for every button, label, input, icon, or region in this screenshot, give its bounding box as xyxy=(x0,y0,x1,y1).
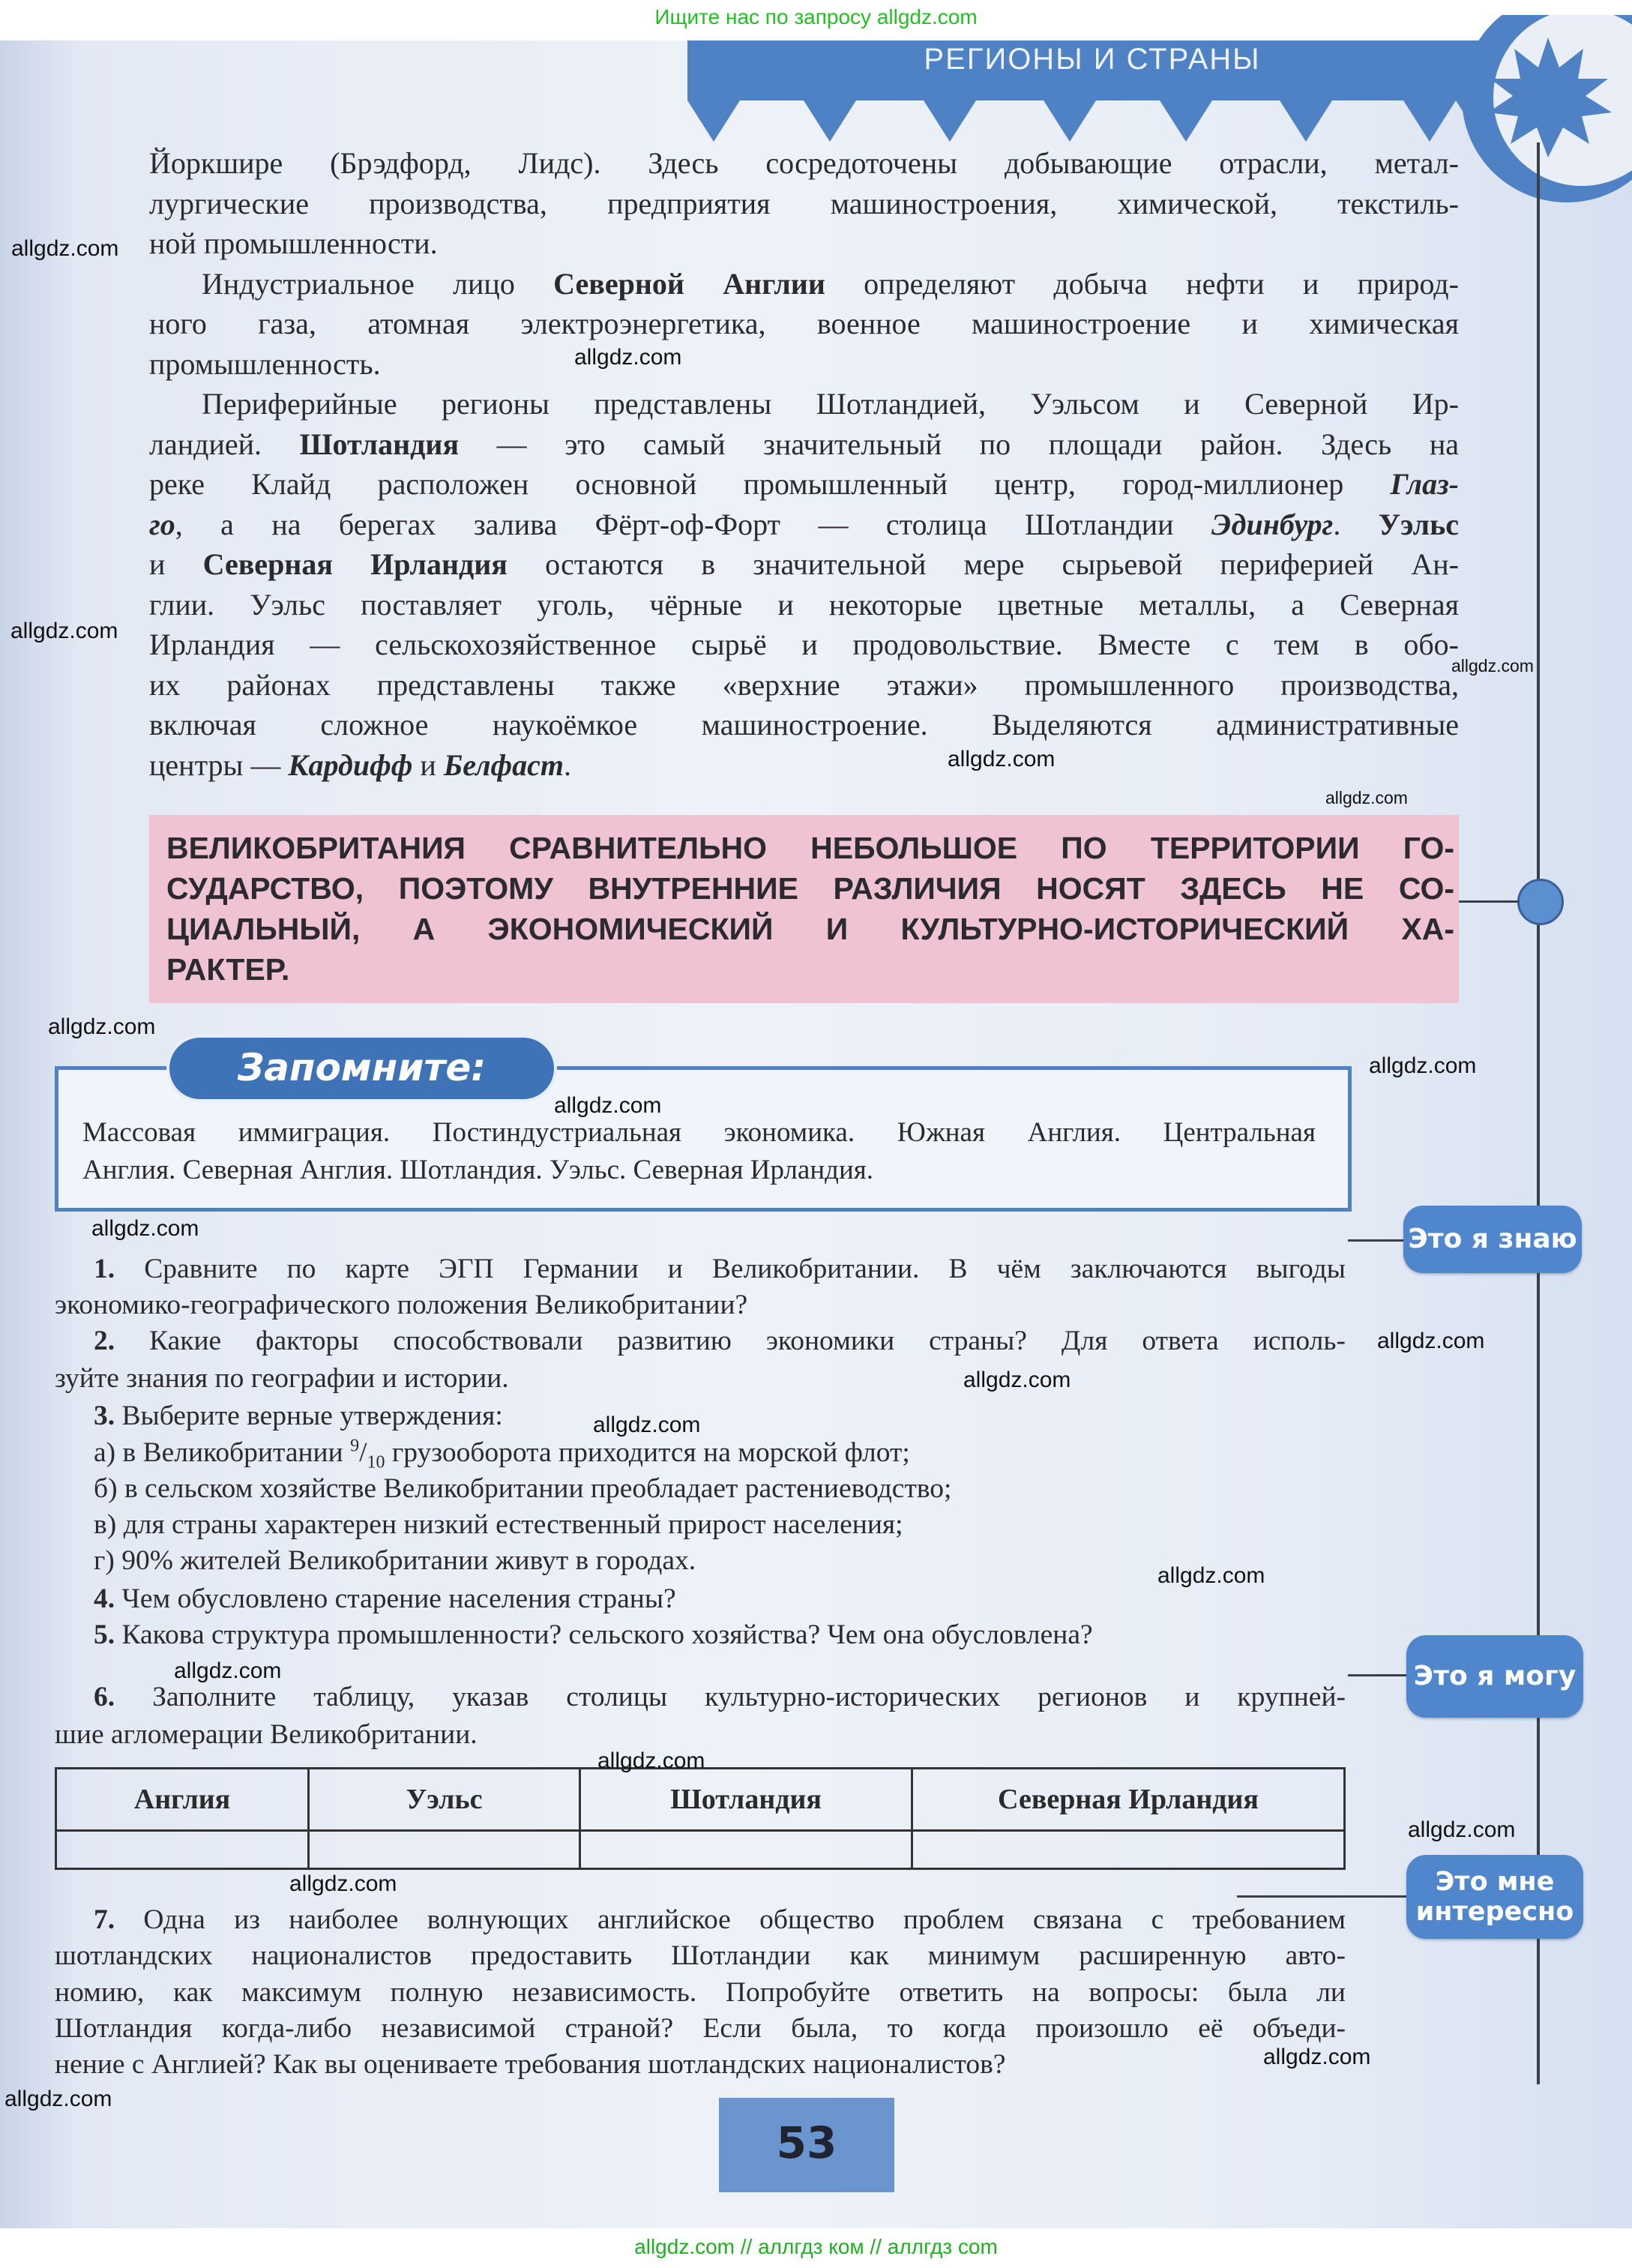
watermark[interactable]: allgdz.com xyxy=(1377,1329,1485,1353)
watermark[interactable]: allgdz.com xyxy=(289,1871,397,1896)
question-number: 4. xyxy=(94,1583,115,1614)
tab-this-i-can[interactable]: Это я могу xyxy=(1406,1635,1583,1718)
question-text: Чем обусловлено старение населения страны? xyxy=(115,1583,676,1614)
text-line xyxy=(149,384,1459,424)
option-text: а) в Великобритании xyxy=(94,1437,351,1468)
text-run: определяют добыча нефти и природ- xyxy=(825,266,1459,301)
question-2 xyxy=(55,1323,1346,1360)
watermark[interactable]: allgdz.com xyxy=(11,236,119,261)
rail-marker-dot xyxy=(1517,879,1564,925)
question-number: 7. xyxy=(94,1904,115,1935)
text-run: . xyxy=(564,748,571,782)
question-6 xyxy=(55,1679,1346,1716)
option-a: а) в Великобритании $^9/_{10}$ грузооборота приходится на морской флот; xyxy=(94,1436,910,1473)
text-line xyxy=(149,304,1459,344)
side-rail-line xyxy=(1537,142,1540,2084)
text-line xyxy=(149,705,1459,745)
option-c: в) для страны характерен низкий естественный прирост населения; xyxy=(94,1509,903,1540)
main-text xyxy=(149,143,1459,785)
text-line xyxy=(149,344,1459,385)
question-2-cont: зуйте знания по географии и истории. xyxy=(55,1363,509,1394)
remember-line: Англия. Северная Англия. Шотландия. Уэльс. Северная Ирландия. xyxy=(82,1155,874,1185)
text-line xyxy=(149,464,1459,505)
tab-interesting[interactable] xyxy=(1406,1855,1583,1939)
text-line xyxy=(149,665,1459,706)
table-cell[interactable] xyxy=(309,1831,580,1869)
remember-title: Запомните: xyxy=(166,1035,557,1102)
watermark[interactable]: allgdz.com xyxy=(574,345,682,370)
watermark[interactable]: allgdz.com xyxy=(48,1014,156,1039)
remember-line: Массовая иммиграция. Постиндустриальная экономика. Южная Англия. Центральная xyxy=(82,1117,1316,1148)
know-connector xyxy=(1348,1239,1406,1242)
question-text: Выберите верные утверждения: xyxy=(115,1401,503,1431)
watermark[interactable]: allgdz.com xyxy=(597,1748,705,1773)
watermark[interactable]: allgdz.com xyxy=(91,1216,199,1241)
top-banner xyxy=(0,0,1632,40)
text-run: — это самый значительный по площади район. Здесь на xyxy=(459,427,1459,461)
text-line xyxy=(149,505,1459,545)
text-run: Йоркшире (Брэдфорд, Лидс). Здесь сосредоточены добывающие отрасли, метал- xyxy=(149,146,1459,180)
question-text: Какова структура промышленности? сельского хозяйства? Чем она обусловлена? xyxy=(115,1619,1093,1650)
question-7-cont: шотландских националистов предоставить Шотландии как минимум расширенную авто- xyxy=(55,1940,1346,1971)
section-title: РЕГИОНЫ И СТРАНЫ xyxy=(924,43,1261,76)
question-7 xyxy=(55,1901,1346,1939)
emphasized-term: Северная Ирландия xyxy=(202,547,508,581)
conclusion-line: СУДАРСТВО, ПОЭТОМУ ВНУТРЕННИЕ РАЗЛИЧИЯ НОСЯТ ЗДЕСЬ НЕ СО- xyxy=(166,871,1454,906)
text-run: Ирландия — сельскохозяйственное сырьё и продовольствие. Вместе с тем в обо- xyxy=(149,628,1459,661)
table-cell[interactable] xyxy=(580,1831,912,1869)
option-text: грузооборота приходится на морской флот; xyxy=(385,1437,910,1468)
text-run: ландией. xyxy=(149,427,300,461)
table-row xyxy=(56,1831,1345,1869)
question-7-cont: нение с Англией? Как вы оцениваете требования шотландских националистов? xyxy=(55,2049,1006,2080)
watermark[interactable]: allgdz.com xyxy=(4,2087,112,2111)
regions-table xyxy=(55,1767,1346,1870)
question-1-cont: экономико-географического положения Великобритании? xyxy=(55,1290,748,1320)
emphasized-term: Северной Англии xyxy=(553,266,825,301)
text-run: их районах представлены также «верхние этажи» промышленного производства, xyxy=(149,667,1459,702)
question-7-cont: Шотландия когда-либо независимой страной? Если была, то когда произошло её объеди- xyxy=(55,2013,1346,2044)
question-7-cont: номию, как максимум полную независимость. Попробуйте ответить на вопросы: была ли xyxy=(55,1977,1346,2008)
conclusion-line: РАКТЕР. xyxy=(166,952,290,987)
text-run: промышленность. xyxy=(149,346,381,381)
question-number: 3. xyxy=(94,1401,115,1431)
emphasized-term: Кардифф xyxy=(288,748,413,782)
text-run: центры — xyxy=(149,748,289,782)
column-header: Шотландия xyxy=(580,1769,912,1831)
watermark[interactable]: allgdz.com xyxy=(174,1658,282,1683)
text-line xyxy=(149,143,1459,184)
question-1 xyxy=(55,1251,1346,1288)
emphasized-term: Эдинбург xyxy=(1211,507,1334,541)
watermark[interactable]: allgdz.com xyxy=(1451,656,1534,676)
column-header: Англия xyxy=(56,1769,309,1831)
text-line xyxy=(149,585,1459,625)
text-line xyxy=(149,264,1459,304)
interest-connector xyxy=(1237,1895,1409,1898)
text-line xyxy=(149,223,1459,264)
text-run: глии. Уэльс поставляет уголь, чёрные и некоторые цветные металлы, а Северная xyxy=(149,587,1459,622)
watermark[interactable]: allgdz.com xyxy=(1157,1563,1265,1588)
text-run: реке Клайд расположен основной промышленный центр, город-миллионер xyxy=(149,467,1391,501)
text-line xyxy=(149,424,1459,465)
key-conclusion-text xyxy=(166,828,1454,990)
question-text: Сравните по карте ЭГП Германии и Великобритании. В чём заключаются выгоды xyxy=(115,1254,1346,1284)
watermark[interactable]: allgdz.com xyxy=(948,747,1056,771)
question-text: Одна из наиболее волнующих английское общество проблем связана с требованием xyxy=(115,1904,1346,1935)
tab-this-i-know[interactable]: Это я знаю xyxy=(1403,1206,1582,1273)
text-line xyxy=(149,544,1459,585)
fraction-numerator: 9 xyxy=(350,1436,360,1456)
top-banner-text[interactable]: Ищите нас по запросу allgdz.com xyxy=(654,5,978,28)
emphasized-term: Глаз- xyxy=(1390,467,1459,501)
watermark[interactable]: allgdz.com xyxy=(1408,1817,1516,1842)
question-number: 5. xyxy=(94,1619,115,1650)
question-number: 1. xyxy=(94,1254,115,1284)
emphasized-term: го xyxy=(149,507,175,541)
rail-connector xyxy=(1459,900,1519,903)
question-text: Какие факторы способствовали развитию экономики страны? Для ответа исполь- xyxy=(115,1326,1346,1356)
emphasized-term: Белфаст xyxy=(443,748,564,782)
text-run: включая сложное наукоёмкое машиностроение. Выделяются административные xyxy=(149,708,1459,742)
option-d: г) 90% жителей Великобритании живут в городах. xyxy=(94,1545,696,1576)
question-6-cont: шие агломерации Великобритании. xyxy=(55,1719,478,1750)
watermark[interactable]: allgdz.com xyxy=(10,619,118,643)
watermark[interactable]: allgdz.com xyxy=(1325,788,1408,807)
question-3 xyxy=(94,1398,503,1435)
question-4 xyxy=(94,1580,676,1618)
page-number: 53 xyxy=(719,2098,894,2192)
text-run: ного газа, атомная электроэнергетика, военное машиностроение и химическая xyxy=(149,307,1459,340)
watermark[interactable]: allgdz.com xyxy=(1369,1053,1477,1078)
text-run: . xyxy=(1333,507,1379,541)
question-number: 2. xyxy=(94,1326,115,1356)
text-run: остаются в значительной мере сырьевой периферией Ан- xyxy=(507,547,1459,581)
option-b: б) в сельском хозяйстве Великобритании преобладает растениеводство; xyxy=(94,1473,952,1504)
text-run: Индустриальное лицо xyxy=(202,266,554,301)
text-run: лургические производства, предприятия машиностроения, химической, текстиль- xyxy=(149,186,1459,220)
star-icon xyxy=(1454,15,1632,210)
remember-terms xyxy=(82,1114,1316,1189)
watermark[interactable]: allgdz.com xyxy=(593,1413,701,1437)
bottom-banner-text[interactable]: allgdz.com // аллгдз ком // аллгдз com xyxy=(634,2235,998,2258)
watermark[interactable]: allgdz.com xyxy=(554,1093,662,1118)
table-header-row xyxy=(56,1769,1345,1831)
can-connector xyxy=(1348,1674,1408,1676)
text-run: , а на берегах залива Фёрт-оф-Форт — столица Шотландии xyxy=(175,507,1211,541)
fraction-denominator: 10 xyxy=(367,1452,385,1473)
question-number: 6. xyxy=(94,1682,115,1712)
text-line xyxy=(149,625,1459,665)
column-header: Северная Ирландия xyxy=(912,1769,1345,1831)
bottom-banner xyxy=(0,2228,1632,2268)
conclusion-line: ВЕЛИКОБРИТАНИЯ СРАВНИТЕЛЬНО НЕБОЛЬШОЕ ПО ТЕРРИТОРИИ ГО- xyxy=(166,831,1454,865)
question-5 xyxy=(94,1616,1093,1654)
question-text: Заполните таблицу, указав столицы культурно-исторических регионов и крупней- xyxy=(115,1682,1346,1712)
table-cell[interactable] xyxy=(56,1831,309,1869)
text-run: и xyxy=(149,547,203,581)
watermark[interactable]: allgdz.com xyxy=(963,1368,1071,1392)
tab-interesting-line: интересно xyxy=(1415,1897,1574,1927)
tab-interesting-line: Это мне xyxy=(1435,1867,1555,1897)
table-cell[interactable] xyxy=(912,1831,1345,1869)
text-run: Периферийные регионы представлены Шотландией, Уэльсом и Северной Ир- xyxy=(202,387,1459,421)
text-line xyxy=(149,184,1459,224)
emphasized-term: Шотландия xyxy=(299,427,460,461)
watermark[interactable]: allgdz.com xyxy=(1263,2045,1371,2069)
column-header: Уэльс xyxy=(309,1769,580,1831)
text-run: ной промышленности. xyxy=(149,226,438,260)
conclusion-line: ЦИАЛЬНЫЙ, А ЭКОНОМИЧЕСКИЙ И КУЛЬТУРНО-ИСТОРИЧЕСКИЙ ХА- xyxy=(166,912,1454,946)
emphasized-term: Уэльс xyxy=(1378,507,1460,541)
text-line xyxy=(149,745,1459,786)
text-run: и xyxy=(412,748,444,782)
